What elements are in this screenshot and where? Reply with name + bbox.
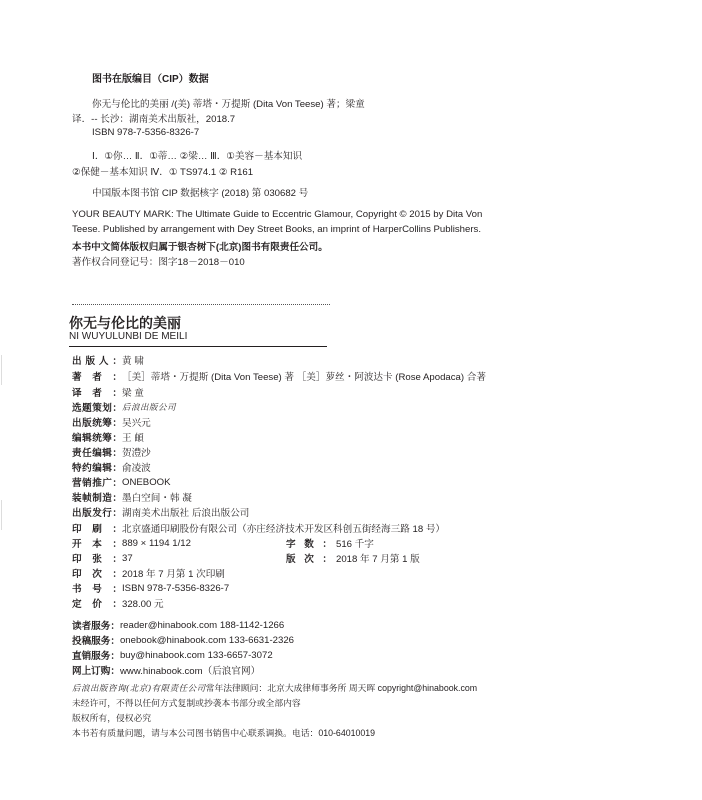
service-row — [72, 648, 273, 662]
spec-value: 37 — [122, 552, 133, 564]
spec-value: ISBN 978-7-5356-8326-7 — [122, 582, 230, 594]
spec-row — [72, 536, 191, 550]
credit-label: 印刷： — [72, 524, 122, 535]
spec-label: 书号： — [72, 584, 122, 595]
copyright-contract: 著作权合同登记号：图字18－2018－010 — [72, 257, 245, 268]
cip-entry: 你无与伦比的美丽 /(美) 蒂塔・万提斯 (Dita Von Teese) 著；梁童 — [92, 99, 365, 110]
legal-counsel-line — [72, 681, 477, 694]
service-label: 投稿服务： — [72, 636, 120, 647]
service-row — [72, 633, 294, 647]
cip-heading: 图书在版编目（CIP）数据 — [92, 74, 209, 85]
service-contact[interactable]: reader@hinabook.com 188-1142-1266 — [119, 619, 285, 631]
spec-value: 2018 年 7 月第 1 次印刷 — [122, 569, 225, 580]
credit-value: ONEBOOK — [122, 476, 171, 488]
copyright-line: YOUR BEAUTY MARK: The Ultimate Guide to Eccentric Glamour, Copyright © 2015 by Dita Von — [72, 209, 483, 220]
credit-value: 俞凌波 — [122, 463, 151, 474]
company-logo-text: 后浪出版咨询(北京)有限责任公司 — [72, 684, 206, 694]
service-label: 直销服务： — [72, 651, 120, 662]
credit-row — [72, 430, 144, 444]
credit-label: 责任编辑： — [72, 448, 122, 459]
credit-value: 墨白空间・韩 凝 — [122, 493, 192, 504]
spec-row — [72, 566, 225, 580]
credit-row — [72, 385, 144, 399]
credit-label: 特约编辑： — [72, 463, 122, 474]
service-row — [72, 618, 284, 632]
credit-value: ［美］蒂塔・万提斯 (Dita Von Teese) 著 ［美］萝丝・阿波达卡 (Rose Apodaca) 合著 — [122, 372, 486, 383]
credit-label: 装帧制造： — [72, 493, 122, 504]
cip-number: 中国版本图书馆 CIP 数据核字 (2018) 第 030682 号 — [92, 188, 309, 199]
service-contact[interactable]: onebook@hinabook.com 133-6631-2326 — [119, 634, 294, 646]
page-edge-mark — [1, 500, 2, 530]
footer-line: 本书若有质量问题，请与本公司图书销售中心联系调换。电话：010-64010019 — [72, 728, 376, 738]
credit-value: 湖南美术出版社 后浪出版公司 — [122, 508, 250, 519]
credit-row — [72, 400, 176, 414]
credit-row — [72, 521, 445, 535]
credit-value: 梁 童 — [122, 388, 144, 399]
credit-value: 北京盛通印刷股份有限公司（亦庄经济技术开发区科创五街经海三路 18 号） — [122, 524, 446, 535]
title-rule — [69, 346, 327, 347]
spec-value: 2018 年 7 月第 1 版 — [336, 554, 420, 565]
cip-subject-cont: ②保健－基本知识 Ⅳ．① TS974.1 ② R161 — [72, 167, 254, 178]
credit-row — [72, 353, 144, 367]
service-label: 网上订购： — [72, 666, 120, 677]
credit-row — [72, 490, 192, 504]
credit-row — [72, 505, 249, 519]
credit-label: 译者： — [72, 388, 122, 399]
service-contact[interactable]: buy@hinabook.com 133-6657-3072 — [119, 649, 273, 661]
credit-value: 黄 啸 — [122, 356, 144, 367]
legal-counsel-text: 常年法律顾问：北京大成律师事务所 周天晖 copyright@hinabook.com — [205, 683, 478, 693]
credit-label: 出版人： — [72, 356, 122, 367]
spec-row — [286, 551, 420, 565]
spec-label: 印次： — [72, 569, 122, 580]
credit-value: 贺澧沙 — [122, 448, 151, 459]
spec-row — [72, 596, 164, 610]
spec-value: 516 千字 — [336, 539, 374, 550]
credit-value: 王 頔 — [122, 433, 144, 444]
copyright-rights: 本书中文简体版权归属于银杏树下(北京)图书有限责任公司。 — [72, 242, 328, 253]
credit-label: 出版统筹： — [72, 418, 122, 429]
spec-label: 开本： — [72, 539, 122, 550]
credit-row — [72, 460, 151, 474]
credit-label: 营销推广： — [72, 478, 122, 489]
spec-label: 定价： — [72, 599, 122, 610]
credit-label: 编辑统筹： — [72, 433, 122, 444]
spec-row — [72, 551, 133, 565]
credit-value: 吴兴元 — [122, 418, 151, 429]
spec-label: 字数： — [286, 539, 332, 550]
book-title: 你无与伦比的美丽 — [69, 315, 181, 331]
credit-row — [72, 445, 151, 459]
service-label: 读者服务： — [72, 621, 120, 632]
spec-label: 版次： — [286, 554, 332, 565]
spec-label: 印张： — [72, 554, 122, 565]
footer-line: 未经许可，不得以任何方式复制或抄袭本书部分或全部内容 — [72, 698, 301, 708]
cip-subject: Ⅰ．①你… Ⅱ．①蒂… ②梁… Ⅲ．①美容－基本知识 — [92, 151, 303, 162]
credit-row — [72, 475, 171, 489]
spec-row — [286, 536, 374, 550]
cip-entry-cont: 译．-- 长沙：湖南美术出版社，2018.7 — [72, 114, 236, 125]
page-edge-mark — [1, 355, 2, 385]
credit-label: 著者： — [72, 372, 122, 383]
book-title-pinyin: NI WUYULUNBI DE MEILI — [69, 331, 188, 342]
credit-label: 出版发行： — [72, 508, 122, 519]
copyright-line: Teese. Published by arrangement with Dey Street Books, an imprint of HarperCollins Publishers. — [72, 224, 481, 235]
service-contact[interactable]: www.hinabook.com（后浪官网） — [119, 666, 261, 677]
spec-value: 889 × 1194 1/12 — [122, 537, 191, 549]
footer-line: 版权所有，侵权必究 — [72, 713, 152, 723]
dotted-divider — [72, 304, 330, 305]
publisher-logo-text: 后浪出版公司 — [122, 403, 177, 413]
service-row — [72, 663, 260, 677]
cip-isbn: ISBN 978-7-5356-8326-7 — [92, 127, 200, 138]
credit-row — [72, 415, 151, 429]
credit-row — [72, 369, 486, 383]
spec-value: 328.00 元 — [122, 599, 164, 610]
spec-row — [72, 581, 229, 595]
credit-label: 选题策划： — [72, 403, 122, 414]
